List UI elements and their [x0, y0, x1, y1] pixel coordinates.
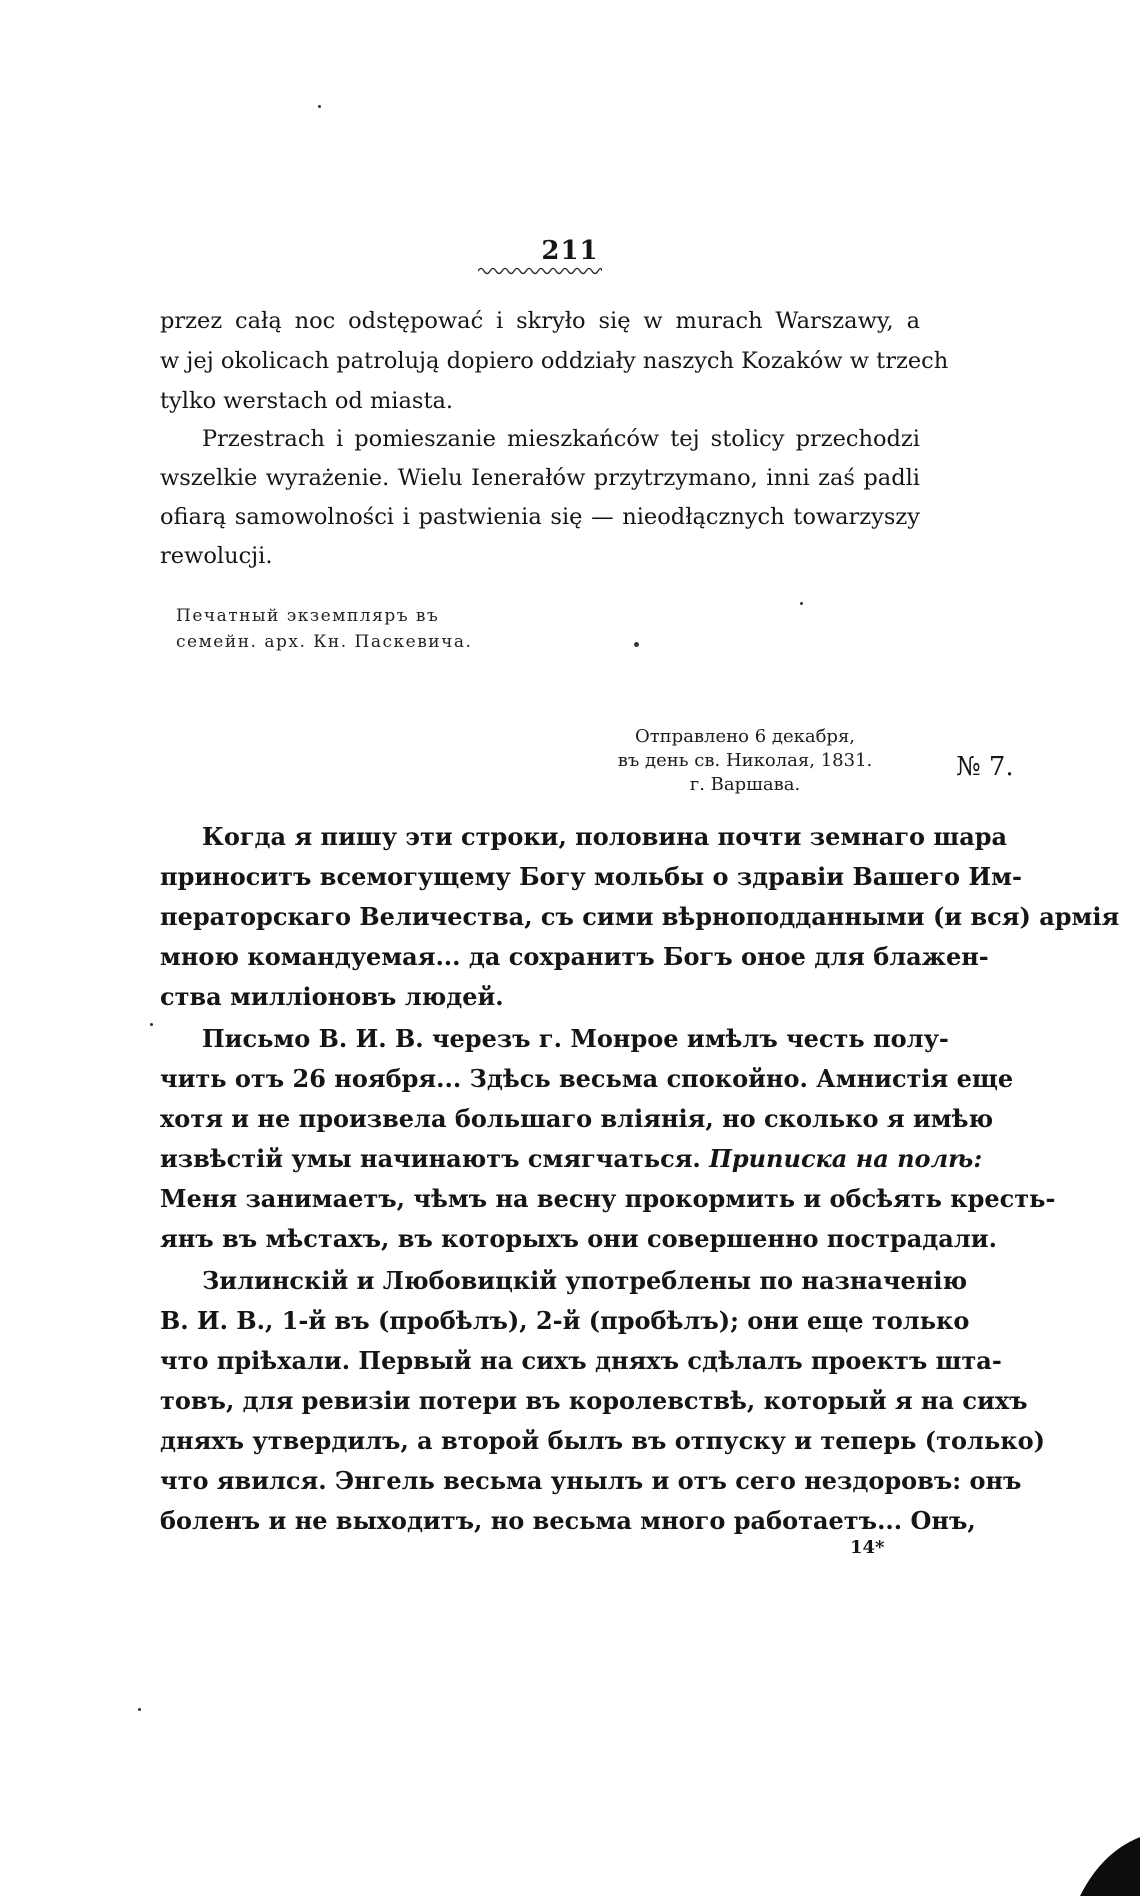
letter-line-10: Меня занимаетъ, чѣмъ на весну прокормить и обсѣять кресть-: [160, 1184, 1056, 1213]
letter-line-18: боленъ и не выходитъ, но весьма много работаетъ... Онъ,: [160, 1506, 976, 1535]
letter-line-1: Когда я пишу эти строки, половина почти земнаго шара: [202, 822, 1008, 851]
dateline-line-3: г. Варшава.: [689, 774, 801, 795]
page-number: 211: [541, 236, 599, 266]
polish-line-6: ofiarą samowolności i pastwienia się — nieodłącznych towarzyszy: [160, 504, 920, 530]
letter-line-17: что явился. Энгель весьма унылъ и отъ сего нездоровъ: онъ: [160, 1466, 1022, 1495]
scan-speck: [150, 1023, 153, 1026]
scan-speck: [318, 105, 321, 108]
polish-line-4: Przestrach i pomieszanie mieszkańców tej stolicy przechodzi: [202, 426, 920, 452]
document-number: № 7.: [956, 752, 1014, 782]
letter-line-5: ства милліоновъ людей.: [160, 982, 504, 1011]
letter-line-11: янъ въ мѣстахъ, въ которыхъ они совершенно пострадали.: [160, 1224, 997, 1253]
letter-line-13: В. И. В., 1-й въ (пробѣлъ), 2-й (пробѣлъ); они еще только: [160, 1306, 970, 1335]
polish-line-3: tylko werstach od miasta.: [160, 388, 454, 414]
letter-line-15: товъ, для ревизіи потери въ королевствѣ, который я на сихъ: [160, 1386, 1028, 1415]
letter-line-2: приноситъ всемогущему Богу мольбы о здравіи Вашего Им-: [160, 862, 1022, 891]
polish-line-2: w jej okolicach patrolują dopiero oddziały naszych Kozaków w trzech: [160, 348, 949, 374]
source-note-line-2: семейн. арх. Кн. Паскевича.: [176, 632, 473, 652]
letter-line-16: дняхъ утвердилъ, а второй былъ въ отпуску и теперь (только): [160, 1426, 1045, 1455]
scan-speck: [138, 1708, 141, 1711]
scan-edge-shadow: [1080, 1826, 1140, 1896]
polish-line-5: wszelkie wyrażenie. Wielu Ienerałów przytrzymano, inni zaś padli: [160, 465, 920, 491]
margin-note-label: Приписка на полѣ:: [709, 1144, 983, 1173]
source-note-line-1: Печатный экземпляръ въ: [176, 606, 440, 626]
letter-line-7: чить отъ 26 ноября... Здѣсь весьма спокойно. Амнистія еще: [160, 1064, 1014, 1093]
letter-line-12: Зилинскій и Любовицкій употреблены по назначенію: [202, 1266, 968, 1295]
wavy-rule-ornament: [478, 266, 602, 276]
letter-line-3: ператорскаго Величества, съ сими вѣрноподданными (и вся) армія: [160, 902, 1120, 931]
letter-line-4: мною командуемая... да сохранитъ Богъ оное для блажен-: [160, 942, 989, 971]
dateline-line-1: Отправлено 6 декабря,: [634, 726, 856, 747]
dateline-line-2: въ день св. Николая, 1831.: [617, 750, 873, 771]
letter-line-9: [160, 1144, 983, 1174]
letter-line-14: что пріѣхали. Первый на сихъ дняхъ сдѣлалъ проектъ шта-: [160, 1346, 1002, 1375]
letter-line-6: Письмо В. И. В. черезъ г. Монрое имѣлъ честь полу-: [202, 1024, 949, 1053]
scan-speck: [634, 642, 639, 647]
polish-line-1: przez całą noc odstępować i skryło się w murach Warszawy, a: [160, 308, 920, 334]
scan-speck: [800, 602, 803, 605]
signature-mark: 14*: [850, 1537, 885, 1558]
letter-line-9-text: извѣстій умы начинаютъ смягчаться.: [160, 1144, 701, 1173]
letter-line-8: хотя и не произвела большаго вліянія, но сколько я имѣю: [160, 1104, 994, 1133]
polish-line-7: rewolucji.: [160, 543, 273, 569]
